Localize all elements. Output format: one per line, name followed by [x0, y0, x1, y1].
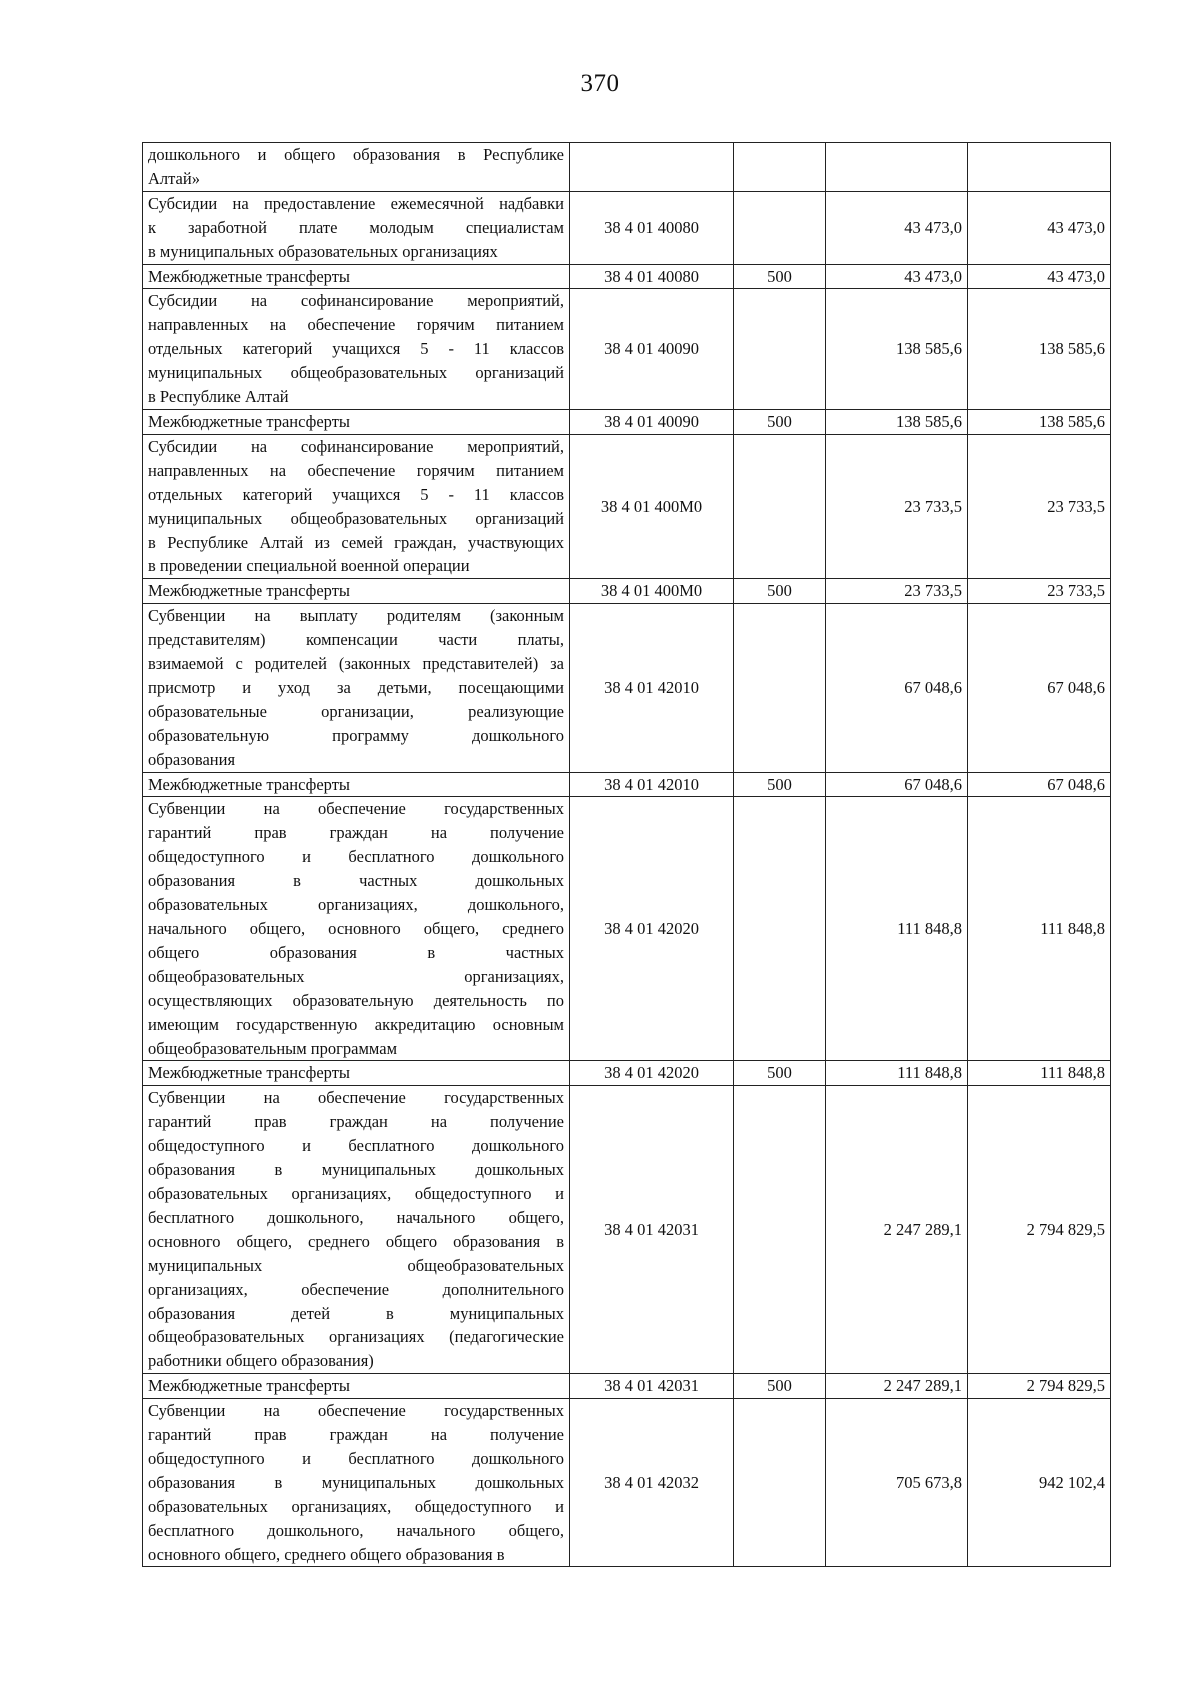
item-name-line: направленных на обеспечение горячим питанием	[148, 315, 564, 335]
item-name-line: образовательных организациях, дошкольного,	[148, 895, 564, 915]
item-name-line: Субвенции на обеспечение государственных	[148, 1401, 564, 1421]
cell-amount-year-2: 111 848,8	[968, 1061, 1111, 1086]
cell-expense-type	[734, 1399, 826, 1567]
item-name-line: образовательных организациях, общедоступного и	[148, 1496, 564, 1516]
cell-amount-year-1: 23 733,5	[826, 579, 968, 604]
table-row	[143, 797, 1111, 1061]
item-name-line: отдельных категорий учащихся 5 - 11 классов	[148, 339, 564, 359]
cell-expense-type	[734, 143, 826, 192]
cell-amount-year-2: 23 733,5	[968, 579, 1111, 604]
item-name-line: образования в частных дошкольных	[148, 871, 564, 891]
cell-target-code: 38 4 01 42010	[570, 772, 734, 797]
item-name-line: имеющим государственную аккредитацию основным	[148, 1014, 564, 1034]
cell-item-name	[143, 772, 570, 797]
item-name-line: общеобразовательных организациях (педагогические	[148, 1327, 564, 1347]
item-name-line: образования детей в муниципальных	[148, 1303, 564, 1323]
cell-amount-year-1: 705 673,8	[826, 1399, 968, 1567]
cell-amount-year-1: 43 473,0	[826, 191, 968, 264]
table-row	[143, 409, 1111, 434]
cell-amount-year-2: 2 794 829,5	[968, 1374, 1111, 1399]
cell-amount-year-1: 138 585,6	[826, 409, 968, 434]
cell-amount-year-1: 111 848,8	[826, 797, 968, 1061]
cell-target-code: 38 4 01 42020	[570, 797, 734, 1061]
cell-target-code: 38 4 01 42031	[570, 1086, 734, 1374]
item-name-line: Алтай»	[148, 168, 200, 188]
item-name-line: организациях, обеспечение дополнительного	[148, 1279, 564, 1299]
item-name-line: образовательных организациях, общедоступного и	[148, 1183, 564, 1203]
cell-amount-year-1: 2 247 289,1	[826, 1374, 968, 1399]
item-name-line: в проведении специальной военной операции	[148, 556, 470, 576]
cell-amount-year-1: 43 473,0	[826, 264, 968, 289]
cell-expense-type: 500	[734, 1374, 826, 1399]
cell-expense-type	[734, 604, 826, 772]
cell-amount-year-1: 2 247 289,1	[826, 1086, 968, 1374]
item-name-line: общеобразовательным программам	[148, 1038, 398, 1058]
cell-target-code: 38 4 01 40080	[570, 264, 734, 289]
item-name-line: образования	[148, 749, 236, 769]
cell-item-name	[143, 409, 570, 434]
cell-amount-year-2: 138 585,6	[968, 409, 1111, 434]
item-name-line: образования в муниципальных дошкольных	[148, 1160, 564, 1180]
cell-expense-type: 500	[734, 772, 826, 797]
table-row	[143, 264, 1111, 289]
item-name-line: Межбюджетные трансферты	[148, 774, 351, 794]
item-name-line: гарантий прав граждан на получение	[148, 1112, 564, 1132]
table-row	[143, 143, 1111, 192]
table-row	[143, 1061, 1111, 1086]
cell-expense-type	[734, 1086, 826, 1374]
cell-expense-type: 500	[734, 264, 826, 289]
table-row	[143, 604, 1111, 772]
cell-amount-year-1: 67 048,6	[826, 772, 968, 797]
cell-amount-year-1: 67 048,6	[826, 604, 968, 772]
cell-expense-type: 500	[734, 409, 826, 434]
item-name-line: к заработной плате молодым специалистам	[148, 217, 564, 237]
item-name-line: муниципальных общеобразовательных	[148, 1255, 564, 1275]
item-name-line: муниципальных общеобразовательных организаций	[148, 363, 564, 383]
item-name-line: общедоступного и бесплатного дошкольного	[148, 847, 564, 867]
cell-amount-year-2: 23 733,5	[968, 434, 1111, 578]
item-name-line: взимаемой с родителей (законных представителей) за	[148, 654, 564, 674]
table-row	[143, 1399, 1111, 1567]
cell-expense-type: 500	[734, 1061, 826, 1086]
item-name-line: работники общего образования)	[148, 1351, 374, 1371]
table-row	[143, 191, 1111, 264]
item-name-line: образовательную программу дошкольного	[148, 725, 564, 745]
item-name-line: образования в муниципальных дошкольных	[148, 1472, 564, 1492]
item-name-line: Субвенции на обеспечение государственных	[148, 799, 564, 819]
item-name-line: Субвенции на выплату родителям (законным	[148, 606, 564, 626]
cell-target-code: 38 4 01 40090	[570, 289, 734, 410]
item-name-line: общего образования в частных	[148, 942, 564, 962]
item-name-line: Субсидии на софинансирование мероприятий,	[148, 291, 564, 311]
cell-amount-year-2: 67 048,6	[968, 772, 1111, 797]
cell-amount-year-1: 23 733,5	[826, 434, 968, 578]
cell-target-code: 38 4 01 400М0	[570, 434, 734, 578]
cell-item-name	[143, 143, 570, 192]
item-name-line: Межбюджетные трансферты	[148, 411, 351, 431]
cell-amount-year-2: 43 473,0	[968, 264, 1111, 289]
cell-target-code: 38 4 01 40090	[570, 409, 734, 434]
cell-amount-year-2: 43 473,0	[968, 191, 1111, 264]
cell-amount-year-1: 111 848,8	[826, 1061, 968, 1086]
page-number: 370	[580, 70, 620, 97]
cell-target-code: 38 4 01 42032	[570, 1399, 734, 1567]
cell-item-name	[143, 264, 570, 289]
cell-amount-year-2: 111 848,8	[968, 797, 1111, 1061]
item-name-line: образовательные организации, реализующие	[148, 701, 564, 721]
cell-item-name	[143, 797, 570, 1061]
budget-table	[142, 142, 1111, 1567]
cell-target-code: 38 4 01 42010	[570, 604, 734, 772]
cell-amount-year-1: 138 585,6	[826, 289, 968, 410]
cell-item-name	[143, 289, 570, 410]
cell-item-name	[143, 579, 570, 604]
cell-expense-type: 500	[734, 579, 826, 604]
cell-item-name	[143, 1086, 570, 1374]
item-name-line: Межбюджетные трансферты	[148, 581, 351, 601]
item-name-line: общедоступного и бесплатного дошкольного	[148, 1136, 564, 1156]
item-name-line: Субсидии на софинансирование мероприятий,	[148, 436, 564, 456]
item-name-line: основного общего, среднего общего образования в	[148, 1544, 505, 1564]
item-name-line: Межбюджетные трансферты	[148, 1376, 351, 1396]
item-name-line: бесплатного дошкольного, начального общего,	[148, 1207, 564, 1227]
item-name-line: в Республике Алтай из семей граждан, участвующих	[148, 532, 564, 552]
table-row	[143, 1086, 1111, 1374]
item-name-line: Субсидии на предоставление ежемесячной надбавки	[148, 193, 564, 213]
item-name-line: осуществляющих образовательную деятельность по	[148, 990, 564, 1010]
table-row	[143, 434, 1111, 578]
cell-target-code: 38 4 01 40080	[570, 191, 734, 264]
table-row	[143, 289, 1111, 410]
item-name-line: Субвенции на обеспечение государственных	[148, 1088, 564, 1108]
item-name-line: общеобразовательных организациях,	[148, 966, 564, 986]
item-name-line: дошкольного и общего образования в Республике	[148, 145, 564, 164]
cell-target-code: 38 4 01 42020	[570, 1061, 734, 1086]
cell-amount-year-1	[826, 143, 968, 192]
item-name-line: бесплатного дошкольного, начального общего,	[148, 1520, 564, 1540]
cell-amount-year-2: 138 585,6	[968, 289, 1111, 410]
cell-amount-year-2: 67 048,6	[968, 604, 1111, 772]
item-name-line: Межбюджетные трансферты	[148, 1063, 351, 1083]
item-name-line: Межбюджетные трансферты	[148, 266, 351, 286]
item-name-line: гарантий прав граждан на получение	[148, 823, 564, 843]
item-name-line: в муниципальных образовательных организациях	[148, 241, 498, 261]
item-name-line: начального общего, основного общего, среднего	[148, 919, 564, 938]
cell-item-name	[143, 604, 570, 772]
cell-target-code: 38 4 01 400М0	[570, 579, 734, 604]
cell-item-name	[143, 434, 570, 578]
cell-amount-year-2: 2 794 829,5	[968, 1086, 1111, 1374]
item-name-line: направленных на обеспечение горячим питанием	[148, 460, 564, 480]
cell-target-code: 38 4 01 42031	[570, 1374, 734, 1399]
cell-expense-type	[734, 797, 826, 1061]
table-row	[143, 772, 1111, 797]
item-name-line: общедоступного и бесплатного дошкольного	[148, 1448, 564, 1468]
table-row	[143, 1374, 1111, 1399]
cell-expense-type	[734, 289, 826, 410]
cell-expense-type	[734, 434, 826, 578]
budget-table-body	[143, 143, 1111, 1567]
table-row	[143, 579, 1111, 604]
item-name-line: представителям) компенсации части платы,	[148, 630, 564, 650]
cell-amount-year-2	[968, 143, 1111, 192]
item-name-line: муниципальных общеобразовательных организаций	[148, 508, 564, 528]
cell-amount-year-2: 942 102,4	[968, 1399, 1111, 1567]
item-name-line: присмотр и уход за детьми, посещающими	[148, 677, 564, 697]
cell-expense-type	[734, 191, 826, 264]
item-name-line: гарантий прав граждан на получение	[148, 1425, 564, 1445]
item-name-line: отдельных категорий учащихся 5 - 11 классов	[148, 484, 564, 504]
item-name-line: основного общего, среднего общего образования в	[148, 1231, 564, 1251]
cell-target-code	[570, 143, 734, 192]
cell-item-name	[143, 1399, 570, 1567]
cell-item-name	[143, 191, 570, 264]
item-name-line: в Республике Алтай	[148, 387, 289, 407]
cell-item-name	[143, 1061, 570, 1086]
cell-item-name	[143, 1374, 570, 1399]
